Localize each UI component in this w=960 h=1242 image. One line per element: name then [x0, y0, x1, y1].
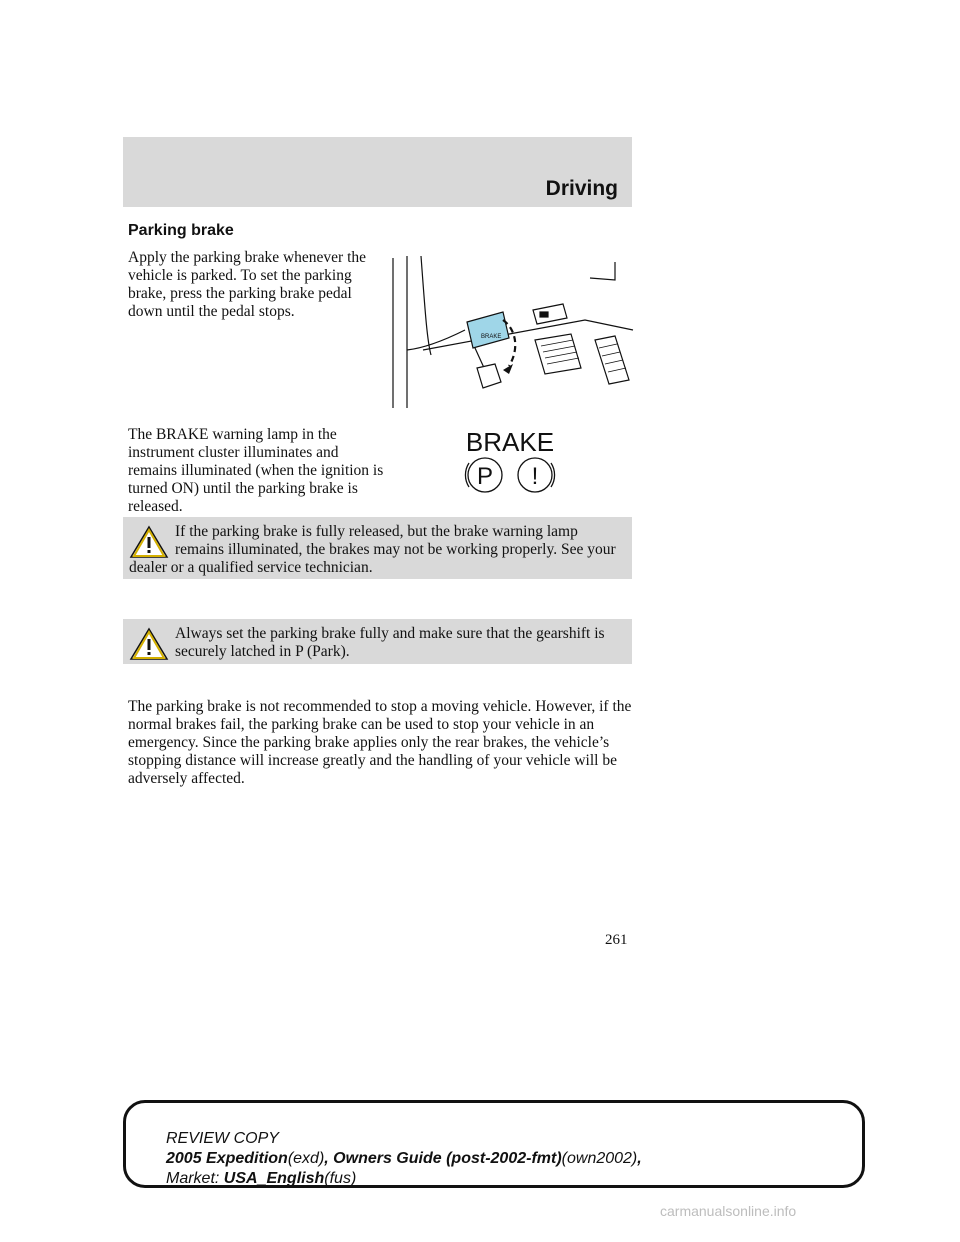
parking-brake-pedal [467, 312, 509, 388]
watermark: carmanualsonline.info [660, 1203, 797, 1219]
brake-pedal [533, 304, 581, 374]
footer-line-1: REVIEW COPY [166, 1130, 279, 1147]
review-copy-footer [123, 1100, 865, 1188]
warning-box-set-brake [123, 619, 632, 664]
section-title: Parking brake [128, 222, 234, 239]
paragraph-apply-brake: Apply the parking brake whenever the vehicle is parked. To set the parking brake, press the parking brake pedal down until the pedal stops. [128, 249, 367, 320]
paragraph-warning-lamp: The BRAKE warning lamp in the instrument cluster illuminates and remains illuminated (when the ignition is turned ON) until the parking brake is released. [128, 426, 384, 515]
warning-box-brake-lamp [123, 517, 632, 579]
paragraph-emergency-use: The parking brake is not recommended to stop a moving vehicle. However, if the normal brakes fail, the parking brake can be used to stop your vehicle in an emergency. Since the parking brake applies only the rear brakes, the vehicle’s stopping distance will increase greatly and the handling of your vehicle will be adversely affected. [128, 698, 632, 787]
warning-text: If the parking brake is fully released, but the brake warning lamp remains illuminated, the brakes may not be working properly. See your dealer or a qualified service technician. [129, 523, 616, 576]
svg-text:!: ! [531, 463, 539, 490]
warning-triangle-icon [129, 627, 169, 661]
footer-line-2: 2005 Expedition(exd), Owners Guide (post-2002-fmt)(own2002), [166, 1150, 642, 1167]
svg-text:P: P [476, 463, 494, 490]
parking-p-icon [465, 458, 502, 492]
pedal-label: BRAKE [481, 334, 502, 340]
brake-lamp-label: BRAKE [465, 427, 555, 457]
brake-warning-lamp [455, 425, 565, 497]
warning-triangle-icon [129, 525, 169, 559]
warning-text: Always set the parking brake fully and make sure that the gearshift is securely latched in P (Park). [175, 625, 605, 660]
footer-line-3: Market: USA_English(fus) [166, 1170, 357, 1187]
page-number: 261 [605, 932, 628, 948]
chapter-header [123, 137, 632, 207]
parking-brake-pedal-illustration [385, 250, 635, 410]
exclamation-icon [518, 458, 555, 492]
accelerator-pedal [595, 336, 629, 384]
chapter-title: Driving [545, 177, 618, 200]
